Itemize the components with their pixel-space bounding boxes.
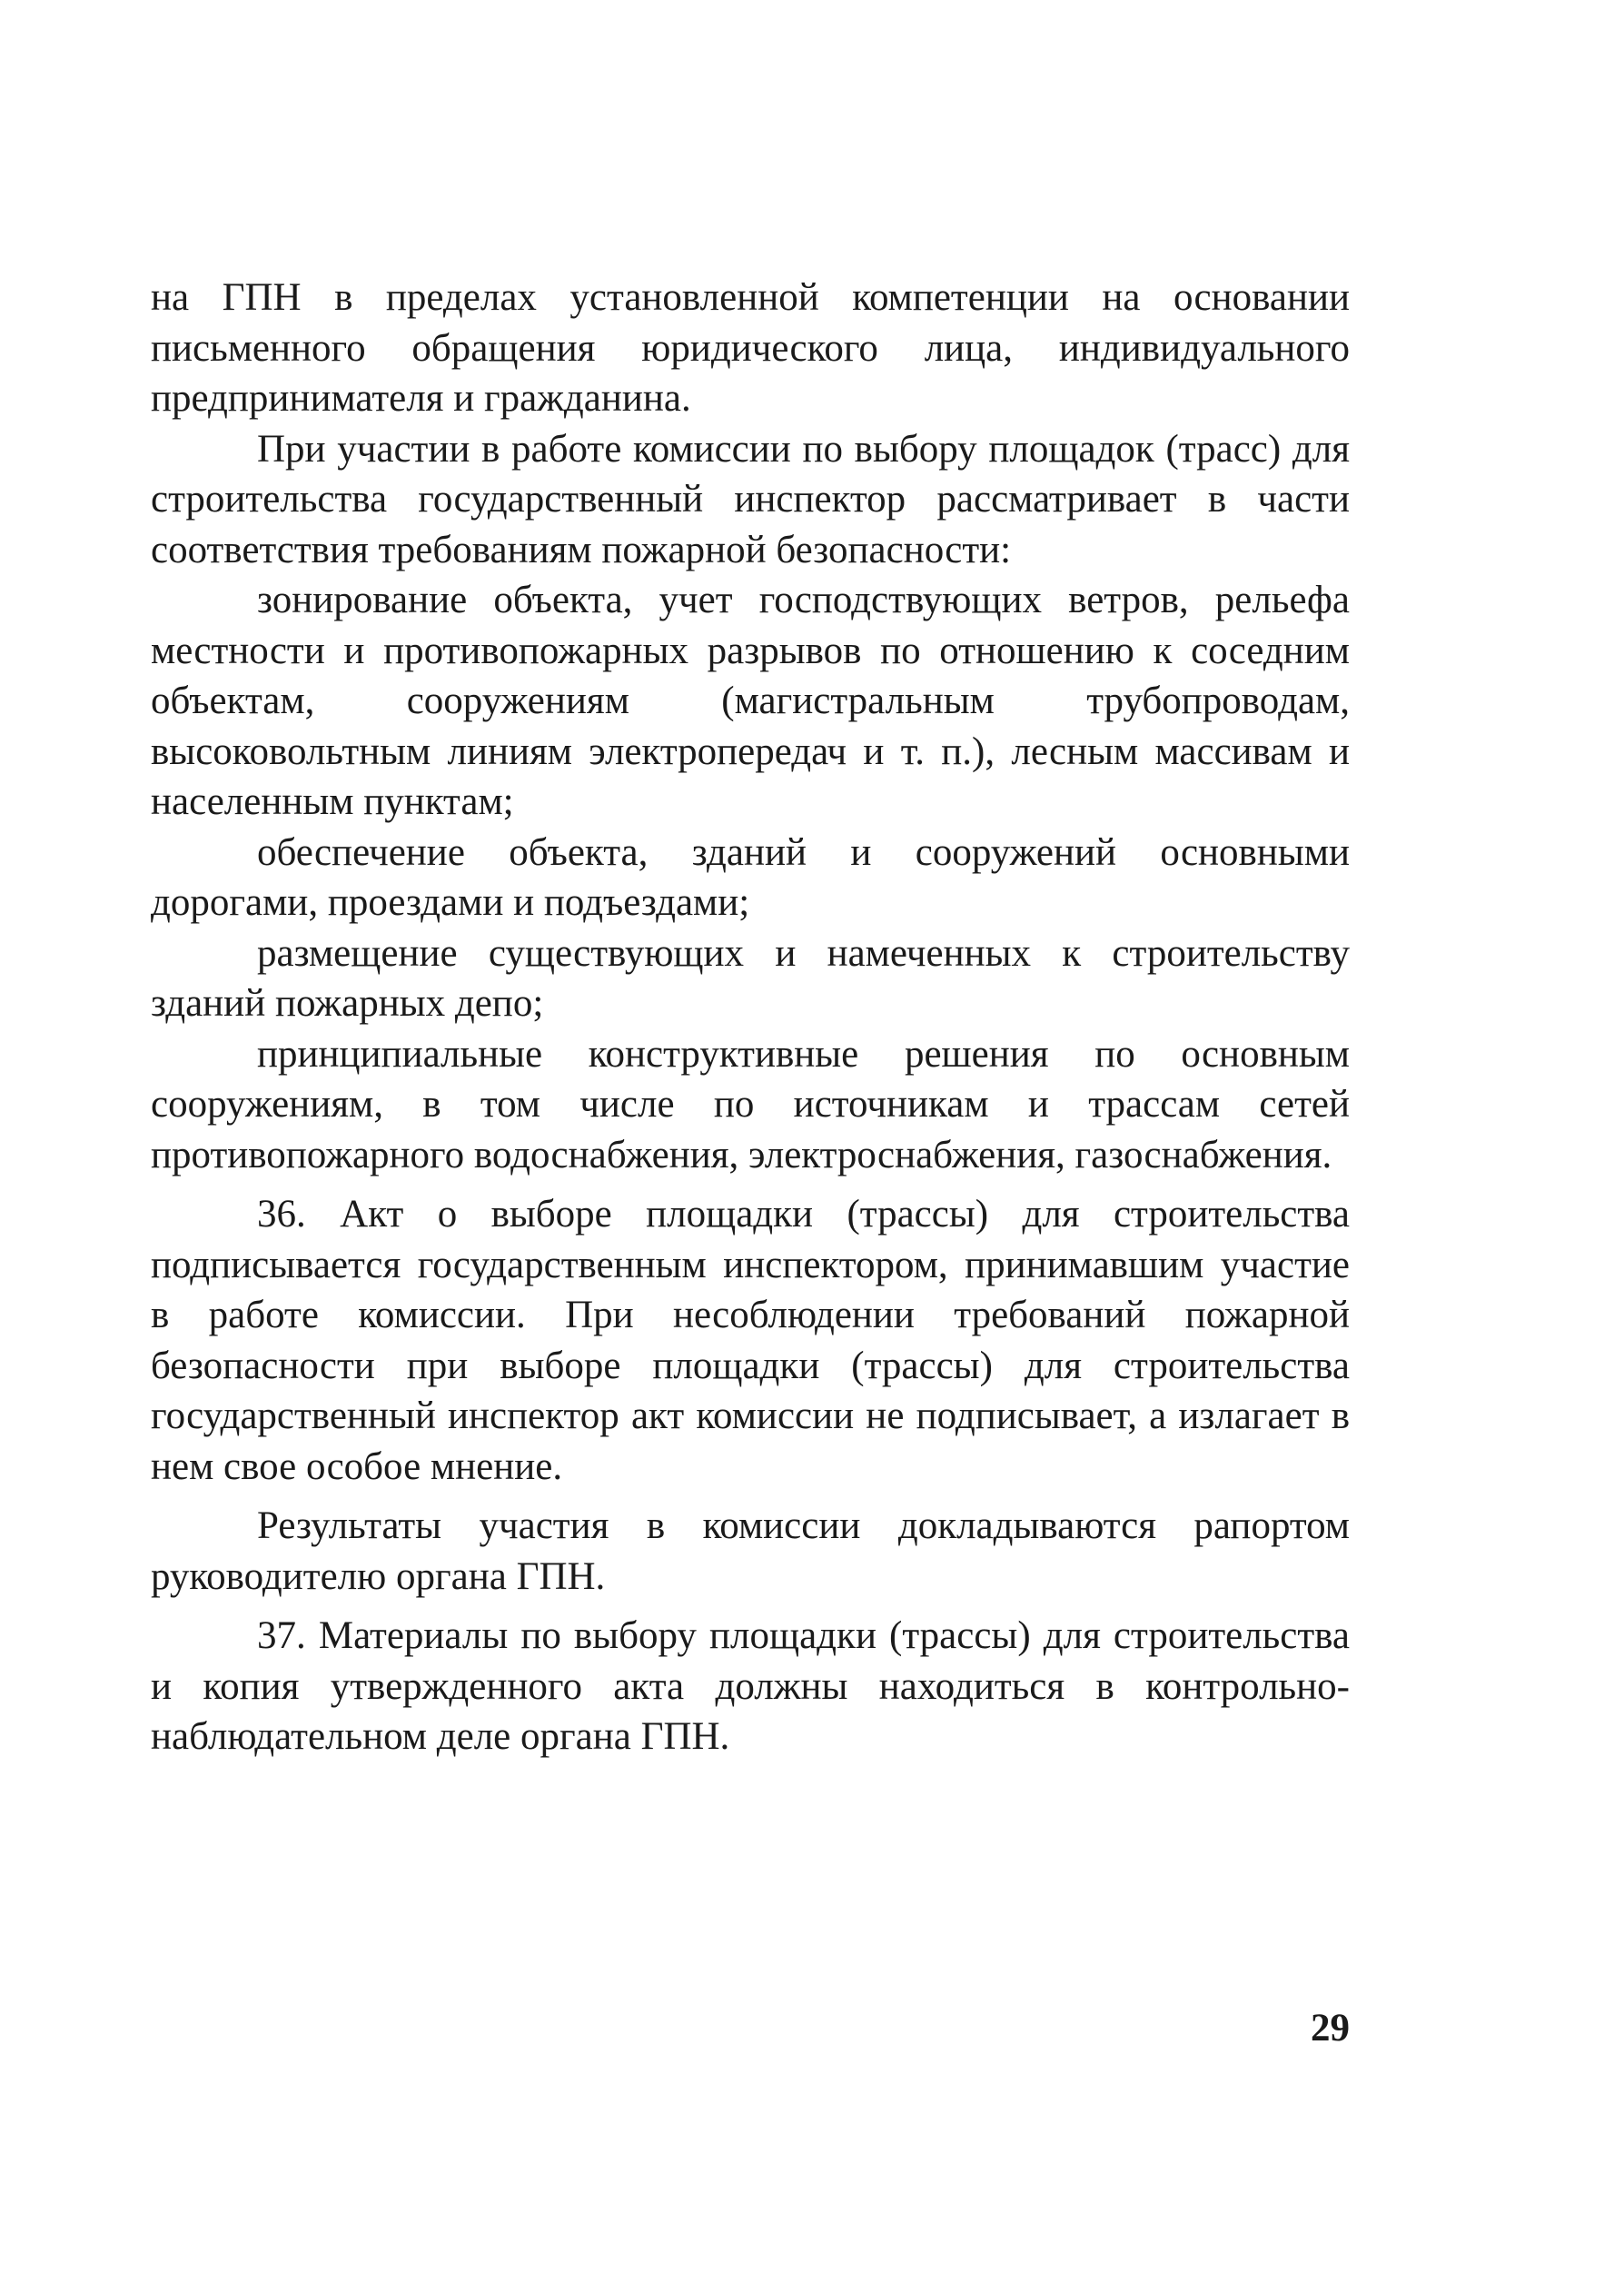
page-number: 29 — [1311, 2007, 1350, 2050]
paragraph-continuation: на ГПН в пределах установленной компетенции на основании письменного обращения юридического лица, индивидуального предпринимателя и гражданина. — [151, 276, 1350, 420]
list-item-fire-depots: размещение существующих и намеченных к строительству зданий пожарных депо; — [151, 931, 1350, 1025]
body-text — [151, 273, 1350, 1762]
paragraph-37: 37. Материалы по выбору площадки (трассы) для строительства и копия утвержденного акта должны находиться в контрольно-наблюдательном деле органа ГПН. — [151, 1614, 1350, 1758]
paragraph-commission-participation: При участии в работе комиссии по выбору площадок (трасс) для строительства государственный инспектор рассматривает в части соответствия требованиям пожарной безопасности: — [151, 427, 1350, 571]
list-item-roads: обеспечение объекта, зданий и сооружений основными дорогами, проездами и подъездами; — [151, 830, 1350, 924]
paragraph-results-report: Результаты участия в комиссии докладываются рапортом руководителю органа ГПН. — [151, 1504, 1350, 1598]
list-item-structural-solutions: принципиальные конструктивные решения по основным сооружениям, в том числе по источникам и трассам сетей противопожарного водоснабжения, электроснабжения, газоснабжения. — [151, 1032, 1350, 1176]
paragraph-36: 36. Акт о выборе площадки (трассы) для строительства подписывается государственным инспектором, принимавшим участие в работе комиссии. При несоблюдении требований пожарной безопасности при выборе площадки (трассы) для строительства государственный инспектор акт комиссии не подписывает, а излагает в нем свое особое мнение. — [151, 1193, 1350, 1488]
list-item-zoning: зонирование объекта, учет господствующих ветров, рельефа местности и противопожарных разрывов по отношению к соседним объектам, сооружениям (магистральным трубопроводам, высоковольтным линиям электропередач и т. п.), лесным массивам и населенным пунктам; — [151, 579, 1350, 823]
